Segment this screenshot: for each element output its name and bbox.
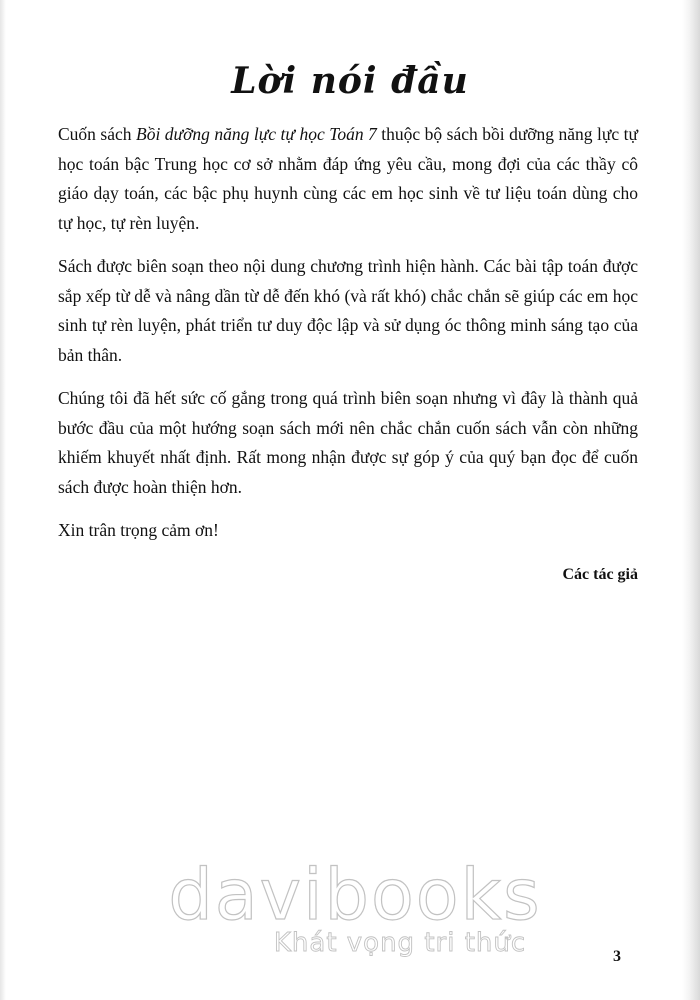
watermark: [155, 854, 555, 958]
watermark-slogan: Khát vọng tri thức: [273, 928, 527, 958]
page-edge-shadow-left: [0, 0, 6, 1000]
page-edge-shadow-right: [682, 0, 700, 1000]
paragraph-apology: Chúng tôi đã hết sức cố gắng trong quá trình biên soạn nhưng vì đây là thành quả bước đầu của một hướng soạn sách mới nên chắc chắn cuốn sách vẫn còn những khiếm khuyết nhất định. Rất mong nhận được sự góp ý của quý bạn đọc để cuốn sách được hoàn thiện hơn.: [58, 388, 638, 497]
body-text: [58, 120, 638, 589]
paragraph-intro: [58, 120, 638, 238]
watermark-brand: davibooks: [168, 854, 542, 936]
paragraph-intro-after: thuộc bộ sách bồi dưỡng năng lực tự học toán bậc Trung học cơ sở nhằm đáp ứng yêu cầu, mong đợi của các thầy cô giáo dạy toán, các bậc phụ huynh cùng các em học sinh về tư liệu toán dùng cho tự học, tự rèn luyện.: [58, 124, 638, 233]
book-title: Bồi dưỡng năng lực tự học Toán 7: [136, 124, 377, 144]
signature: Các tác giả: [562, 565, 638, 583]
paragraph-intro-before: Cuốn sách: [58, 124, 136, 144]
paragraph-content: Sách được biên soạn theo nội dung chương trình hiện hành. Các bài tập toán được sắp xếp từ dễ và nâng dần từ dễ đến khó (và rất khó) chắc chắn sẽ giúp các em học sinh tự rèn luyện, phát triển tư duy độc lập và sử dụng óc thông minh sáng tạo của bản thân.: [58, 256, 638, 365]
paragraph-thanks: Xin trân trọng cảm ơn!: [58, 520, 219, 540]
page-heading: Lời nói đầu: [231, 60, 469, 103]
page-number: 3: [613, 948, 621, 965]
